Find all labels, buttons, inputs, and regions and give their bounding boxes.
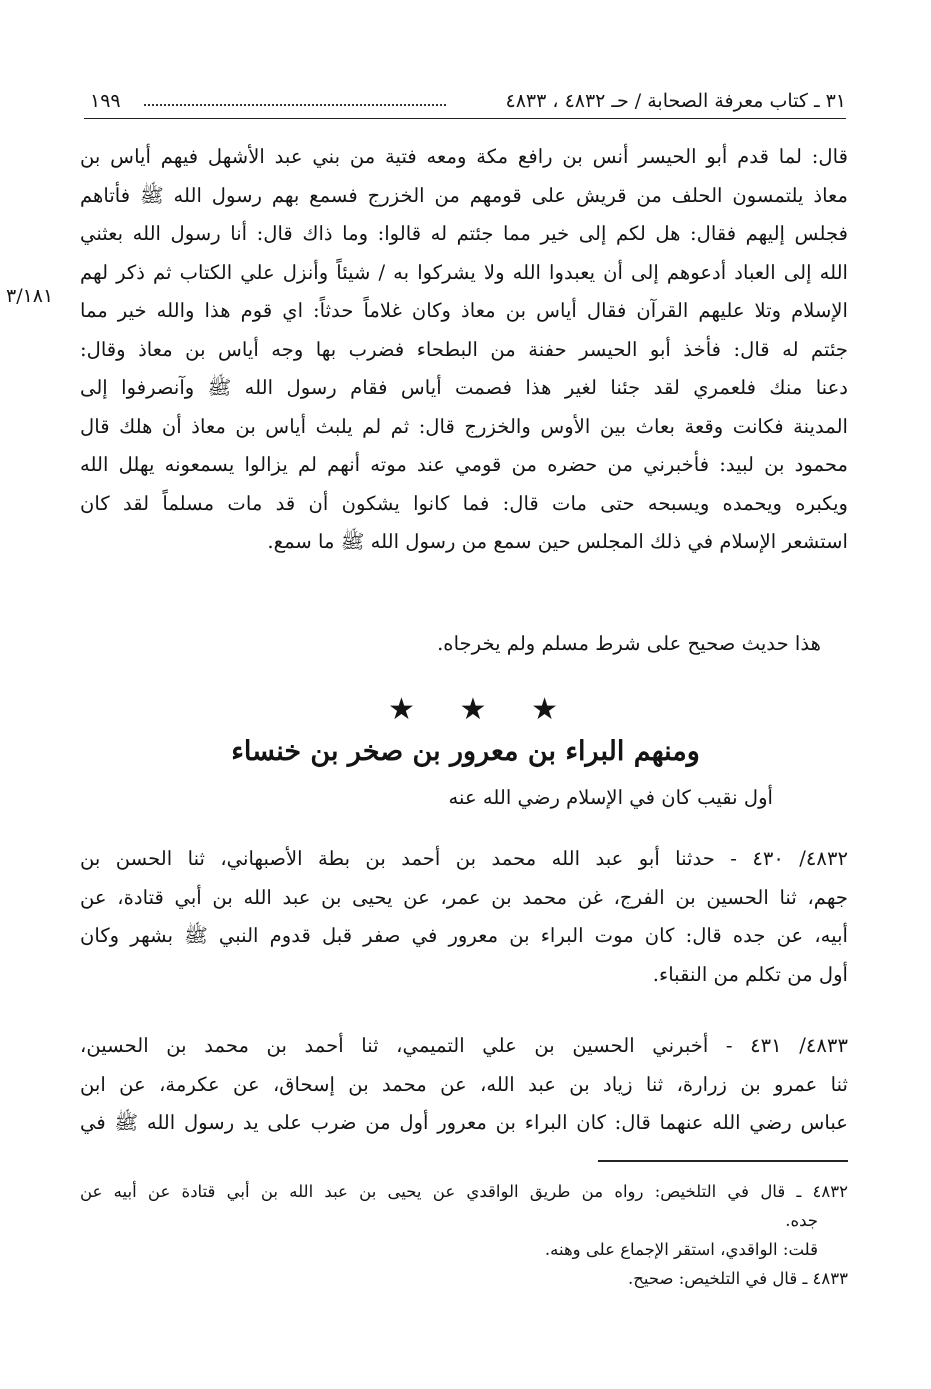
hadith-continuation-text bbox=[80, 138, 848, 562]
footnotes bbox=[80, 1177, 848, 1293]
star-icon: ★ bbox=[531, 692, 558, 727]
section-heading: ومنهم البراء بن معرور بن صخر بن خنساء bbox=[231, 736, 700, 767]
footnote-line: جده. bbox=[785, 1211, 818, 1230]
section-subheading: أول نقيب كان في الإسلام رضي الله عنه bbox=[448, 786, 773, 809]
footnote-line: ٤٨٣٢ ـ قال في التلخيص: رواه من طريق الواقدي عن يحيى بن عبد الله بن أبي قتادة عن أبيه عن bbox=[80, 1182, 848, 1201]
star-icon: ★ bbox=[388, 692, 415, 727]
page-number: ١٩٩ bbox=[90, 90, 121, 112]
text-line: جهم، ثنا الحسين بن الفرج، غن محمد بن عمر، عن يحيى بن عبد الله بن أبي قتادة، عن bbox=[80, 885, 848, 909]
running-header bbox=[84, 84, 846, 119]
text-line: محمود بن لبيد: فأخبرني من حضره من قومي عند موته أنهم لم يزالوا يسمعونه يهلل الله bbox=[80, 453, 848, 476]
header-title: ٣١ ـ كتاب معرفة الصحابة / حـ ٤٨٣٢ ، ٤٨٣٣ bbox=[505, 90, 846, 112]
margin-volume-reference: ٣/١٨١ bbox=[6, 285, 54, 307]
hadith-4833 bbox=[80, 1027, 848, 1143]
text-line: الإسلام وتلا عليهم القرآن فقال أياس بن معاذ وكان غلاماً حدثاً: اي قوم هذا والله خير مما bbox=[80, 299, 848, 322]
section-divider-stars bbox=[388, 690, 558, 730]
text-line: ٤٨٣٣/ ٤٣١ - أخبرني الحسين بن علي التميمي، ثنا أحمد بن محمد بن الحسين، bbox=[80, 1034, 848, 1057]
footnote-line: ٤٨٣٣ ـ قال في التلخيص: صحيح. bbox=[627, 1269, 848, 1288]
text-line: استشعر الإسلام في ذلك المجلس حين سمع من رسول الله ﷺ ما سمع. bbox=[267, 530, 848, 553]
hadith-4832 bbox=[80, 840, 848, 994]
text-line: قال: لما قدم أبو الحيسر أنس بن رافع مكة ومعه فتية من بني عبد الأشهل فيهم أياس بن bbox=[80, 145, 848, 168]
text-line: أول من تكلم من النقباء. bbox=[652, 962, 848, 986]
header-leader-dots bbox=[144, 104, 446, 106]
text-line: عباس رضي الله عنهما قال: كان البراء بن معرور أول من ضرب على يد رسول الله ﷺ في bbox=[80, 1111, 848, 1134]
text-line: فجلس إليهم فقال: هل لكم إلى خير مما جئتم له قالوا: وما ذاك قال: أنا رسول الله بعثني bbox=[80, 222, 848, 245]
text-line: ويكبره ويحمده ويسبحه حتى مات قال: فما كانوا يشكون أن قد مات مسلماً لقد كان bbox=[80, 491, 848, 515]
hadith-verdict: هذا حديث صحيح على شرط مسلم ولم يخرجاه. bbox=[437, 632, 821, 655]
text-line: معاذ يلتمسون الحلف من قريش على قومهم من الخزرج فسمع بهم رسول الله ﷺ فأتاهم bbox=[80, 183, 848, 207]
text-line: أبيه، عن جده قال: كان موت البراء بن معرور في صفر قبل قدوم النبي ﷺ بشهر وكان bbox=[80, 924, 848, 947]
text-line: ثنا عمرو بن زرارة، ثنا زياد بن عبد الله، عن محمد بن إسحاق، عن عكرمة، عن ابن bbox=[80, 1072, 848, 1096]
footnote-line: قلت: الواقدي، استقر الإجماع على وهنه. bbox=[544, 1240, 818, 1259]
text-line: الله إلى العباد أدعوهم إلى أن يعبدوا الله ولا يشركوا به / شيئاً وأنزل علي الكتاب ثم ذكر لهم bbox=[80, 260, 848, 284]
text-line: المدينة فكانت وقعة بعاث بين الأوس والخزرج قال: ثم لم يلبث أياس بن معاذ أن هلك قال bbox=[80, 414, 848, 438]
footnote-separator bbox=[598, 1160, 848, 1162]
star-icon: ★ bbox=[459, 692, 487, 727]
text-line: ٤٨٣٢/ ٤٣٠ - حدثنا أبو عبد الله محمد بن أحمد بن بطة الأصبهاني، ثنا الحسن بن bbox=[80, 847, 848, 870]
text-line: جئتم له قال: فأخذ أبو الحيسر حفنة من البطحاء فضرب بها وجه أياس بن معاذ وقال: bbox=[80, 337, 848, 361]
text-line: دعنا منك فلعمري لقد جئنا لغير هذا فصمت أياس فقام رسول الله ﷺ وآنصرفوا إلى bbox=[80, 376, 848, 399]
